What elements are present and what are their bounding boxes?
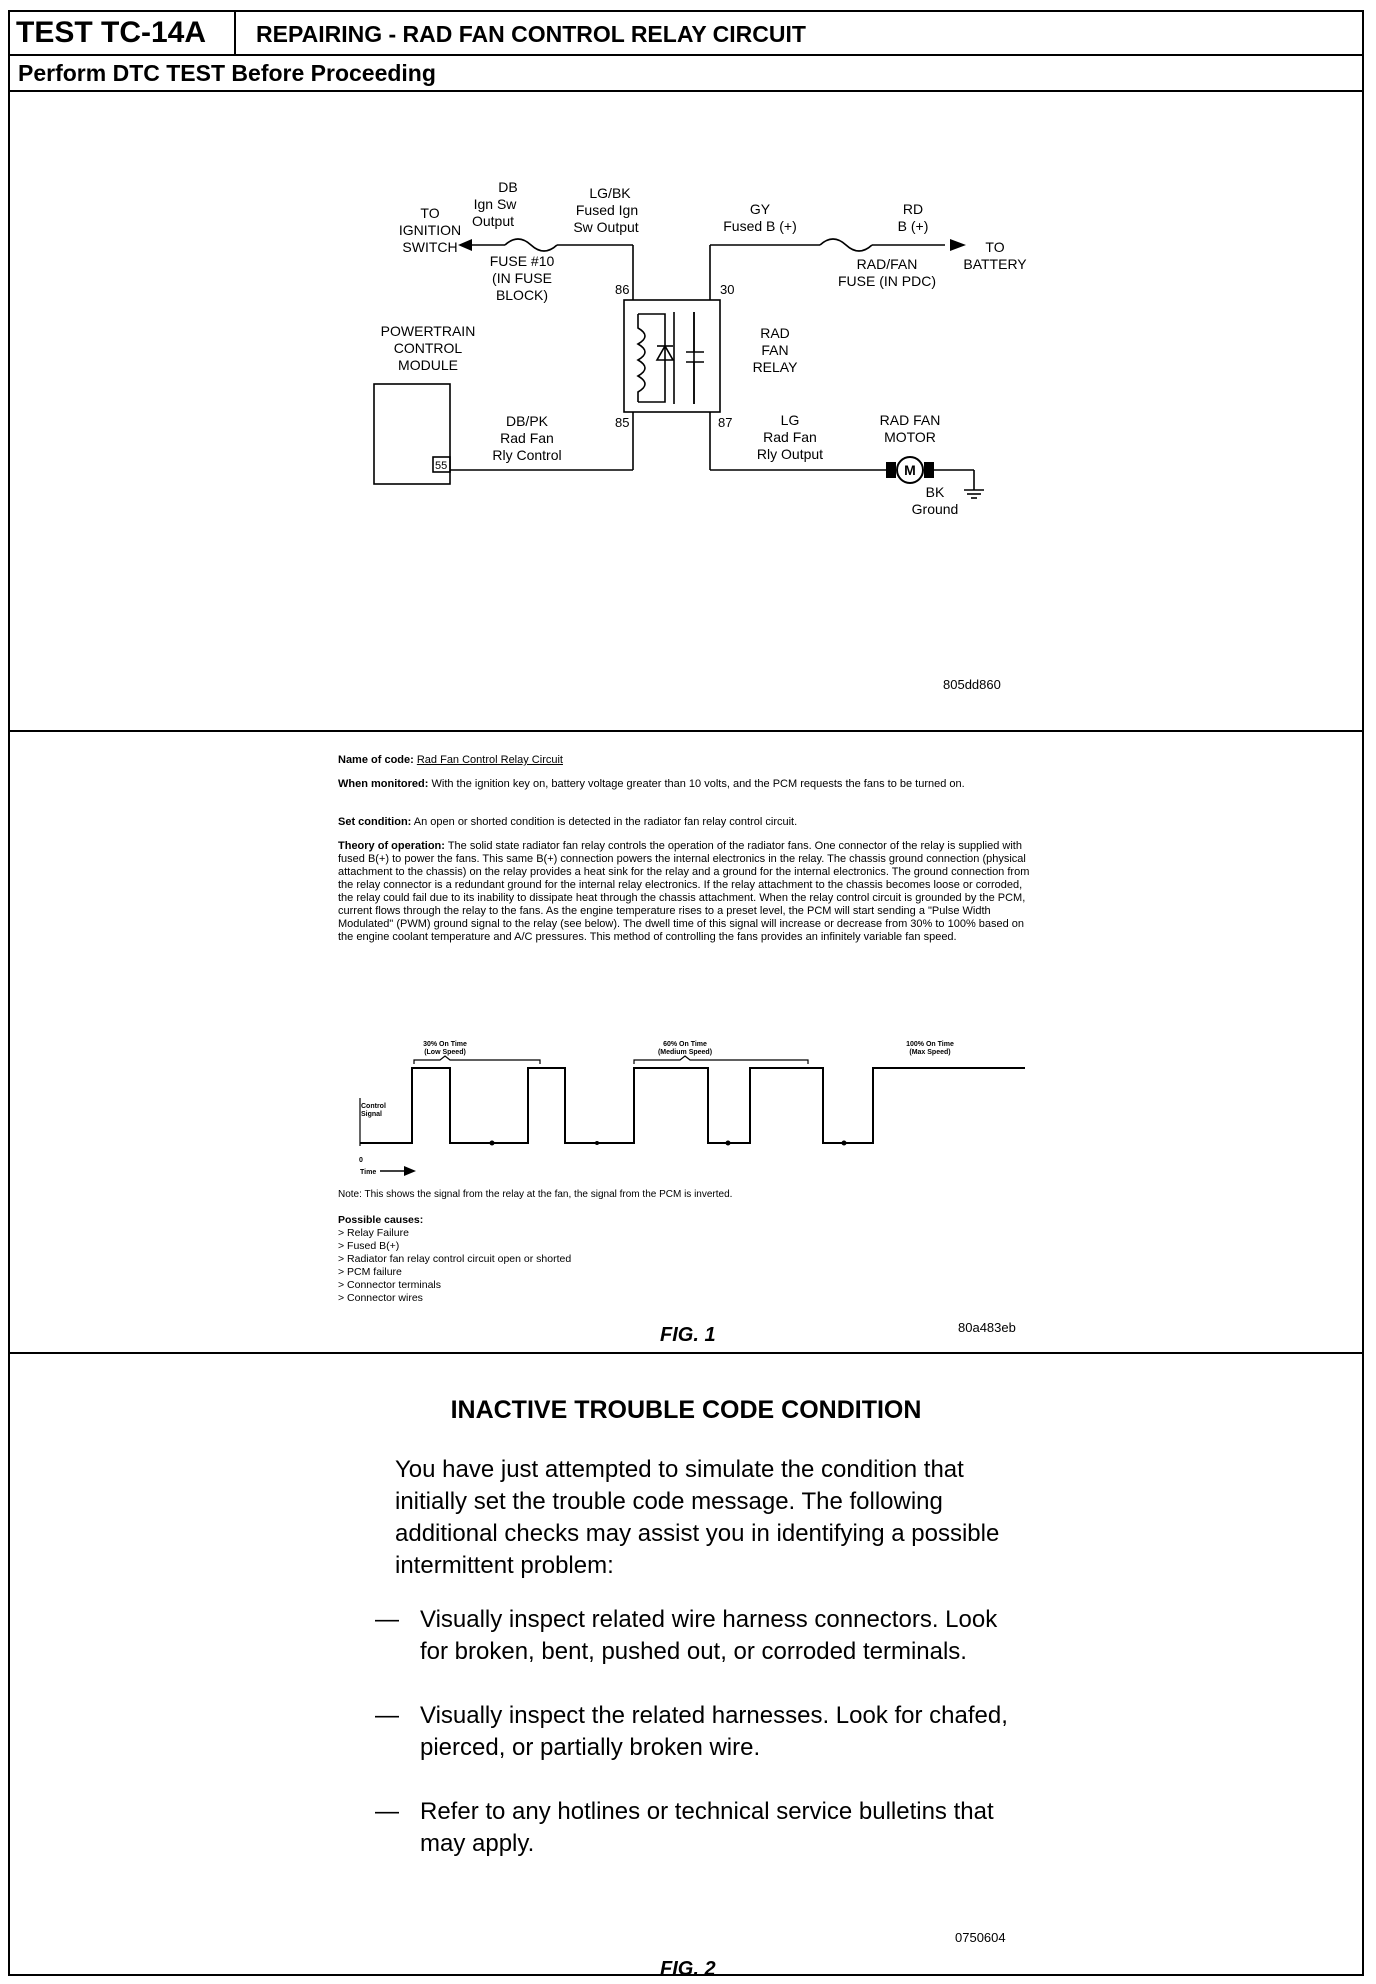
fig2-code: 0750604	[955, 1930, 1006, 1945]
pcm-label-3: MODULE	[398, 357, 458, 373]
code-info-section	[10, 732, 1362, 1354]
cause-item: > Connector wires	[338, 1292, 423, 1304]
to-battery-label-2: BATTERY	[963, 256, 1027, 272]
pwm-low-label-2: (Low Speed)	[424, 1049, 466, 1056]
monitored-text: With the ignition key on, battery voltage greater than 10 volts, and the PCM requests the fans to be turned on.	[431, 778, 965, 790]
theory-of-operation	[338, 840, 1038, 944]
cause-item: > Fused B(+)	[338, 1240, 400, 1252]
set-label: Set condition:	[338, 816, 412, 828]
time-arrow-icon	[404, 1166, 416, 1176]
causes-label: Possible causes:	[338, 1214, 424, 1226]
lgbk-wire-label-1: LG/BK	[589, 185, 631, 201]
lgbk-wire-label-3: Sw Output	[573, 219, 639, 235]
gy-wire-label-2: Fused B (+)	[723, 218, 797, 234]
time-tick-1	[490, 1141, 495, 1146]
motor-shaft-right	[924, 462, 934, 478]
relay-coil	[638, 314, 645, 402]
pwm-waveform	[360, 1068, 1025, 1143]
checklist-item	[375, 1796, 1015, 1860]
pcm-label-2: CONTROL	[393, 340, 463, 356]
ground-icon	[964, 490, 984, 498]
arrow-to-battery-icon	[950, 239, 966, 251]
pwm-max-label-1: 100% On Time	[906, 1041, 954, 1048]
fig1-code: 80a483eb	[958, 1320, 1016, 1335]
test-title: REPAIRING - RAD FAN CONTROL RELAY CIRCUIT	[256, 21, 806, 47]
checklist-item-text: Visually inspect the related harnesses. Look for chafed, pierced, or partially broken wire.	[420, 1702, 1008, 1761]
rd-wire-label-2: B (+)	[897, 218, 929, 234]
inactive-checklist	[375, 1604, 1015, 1892]
wiring-diagram-section	[10, 92, 1362, 732]
service-manual-page	[8, 10, 1364, 1980]
header-bar	[10, 12, 1362, 56]
pcm-pin-number: 55	[435, 460, 448, 472]
checklist-item-text: Visually inspect related wire harness connectors. Look for broken, bent, pushed out, or corroded terminals.	[420, 1606, 998, 1665]
inactive-condition-section	[10, 1354, 1362, 1980]
to-battery-label-1: TO	[985, 239, 1005, 255]
time-tick-2	[595, 1141, 599, 1145]
fuse10-label-3: BLOCK)	[495, 287, 549, 303]
db-wire-label-3: Output	[471, 213, 515, 229]
possible-causes	[338, 1214, 758, 1305]
pwm-signal-chart	[360, 1038, 1040, 1198]
pin-86: 86	[615, 282, 630, 297]
time-tick-3	[726, 1141, 731, 1146]
pin-85: 85	[615, 415, 630, 430]
diagram-code: 805dd860	[943, 677, 1001, 692]
db-wire-label-1: DB	[498, 179, 518, 195]
relay-label-3: RELAY	[752, 359, 798, 375]
radfan-fuse-label-1: RAD/FAN	[856, 256, 918, 272]
lg-wire-label-3: Rly Output	[756, 446, 824, 462]
subtitle: Perform DTC TEST Before Proceeding	[10, 54, 1362, 92]
name-value: Rad Fan Control Relay Circuit	[416, 754, 563, 766]
inactive-title: INACTIVE TROUBLE CODE CONDITION	[450, 1396, 922, 1424]
pwm-med-label-1: 60% On Time	[663, 1041, 707, 1048]
relay-label-2: FAN	[761, 342, 789, 358]
dbpk-wire-label-2: Rad Fan	[500, 430, 554, 446]
motor-label-1: RAD FAN	[879, 412, 941, 428]
pin-30: 30	[720, 282, 735, 297]
db-wire-label-2: Ign Sw	[473, 196, 517, 212]
to-ignition-label-1: TO	[420, 205, 440, 221]
cause-item: > Relay Failure	[338, 1227, 409, 1239]
theory-label: Theory of operation:	[338, 840, 445, 852]
lg-wire-label-1: LG	[780, 412, 800, 428]
bk-ground-label-2: Ground	[911, 501, 959, 517]
cause-item: > Connector terminals	[338, 1279, 442, 1291]
pwm-med-label-2: (Medium Speed)	[657, 1049, 713, 1056]
dbpk-wire-label-3: Rly Control	[492, 447, 562, 463]
checklist-item	[375, 1700, 1015, 1764]
time-tick-4	[842, 1141, 847, 1146]
dash-bullet-icon: —	[375, 1606, 399, 1633]
theory-text: The solid state radiator fan relay controls the operation of the radiator fans. One connector of the relay is supplied with fused B(+) to power the fans. This same B(+) connection powers the internal electronics in the relay. The chassis ground connection (physical attachment to the chassis) on the relay provides a heat sink for the relay and a ground for the internal electronics. The ground connection from the relay connector is a redundant ground for the internal relay electronics. If the relay attachment to the chassis becomes loose or corroded, the relay could fail due to its inability to dissipate heat through the chassis attachment. When the relay control circuit is grounded by the PCM, current flows through the relay to the fans. As the engine temperature rises to a preset level, the PCM will start sending a "Pulse Width Modulated" (PWM) ground signal to the relay (see below). The dwell time of this signal will increase or decrease from 30% to 100% based on the engine coolant temperature and A/C pressures. This method of controlling the fans provides an infinitely variable fan speed.	[338, 840, 1030, 943]
monitored-label: When monitored:	[338, 778, 429, 790]
dash-bullet-icon: —	[375, 1702, 399, 1729]
rd-wire-label-1: RD	[902, 201, 924, 217]
name-label: Name of code:	[338, 754, 414, 766]
to-ignition-label-3: SWITCH	[402, 239, 458, 255]
fuse10-label-1: FUSE #10	[489, 253, 555, 269]
bk-ground-label-1: BK	[925, 484, 945, 500]
dash-bullet-icon: —	[375, 1798, 399, 1825]
lg-wire-label-2: Rad Fan	[763, 429, 817, 445]
when-monitored	[338, 778, 1038, 791]
pcm-label-1: POWERTRAIN	[380, 323, 476, 339]
motor-shaft-left	[886, 462, 896, 478]
brace-low	[414, 1056, 540, 1064]
cause-item: > Radiator fan relay control circuit open or shorted	[338, 1253, 572, 1265]
set-text: An open or shorted condition is detected in the radiator fan relay control circuit.	[413, 816, 798, 828]
inactive-intro: You have just attempted to simulate the condition that initially set the trouble code message. The following additional checks may assist you in identifying a possible intermittent problem:	[395, 1456, 1000, 1579]
set-condition	[338, 816, 1038, 829]
test-id: TEST TC-14A	[10, 12, 236, 54]
radfan-fuse-symbol	[820, 239, 872, 251]
control-signal-label-1: Control	[361, 1103, 386, 1110]
radfan-fuse-label-2: FUSE (IN PDC)	[838, 273, 936, 289]
to-ignition-label-2: IGNITION	[398, 222, 462, 238]
dbpk-wire-label-1: DB/PK	[505, 413, 549, 429]
pwm-low-label-1: 30% On Time	[423, 1041, 467, 1048]
brace-med	[634, 1056, 808, 1064]
checklist-item	[375, 1604, 1015, 1668]
fuse10-label-2: (IN FUSE	[492, 270, 552, 286]
motor-symbol: M	[904, 462, 916, 478]
arrow-to-ignition-icon	[458, 239, 472, 251]
relay-label-1: RAD	[760, 325, 790, 341]
pin-87: 87	[718, 415, 733, 430]
lgbk-wire-label-2: Fused Ign	[575, 202, 639, 218]
pwm-max-label-2: (Max Speed)	[909, 1049, 951, 1056]
pwm-note: Note: This shows the signal from the relay at the fan, the signal from the PCM is inverted.	[338, 1189, 733, 1200]
time-zero-label: 0	[359, 1157, 363, 1164]
name-of-code	[338, 754, 1038, 767]
wiring-diagram	[10, 92, 1362, 730]
fuse10-symbol	[505, 239, 557, 251]
fig2-caption: FIG. 2	[660, 1958, 716, 1980]
checklist-item-text: Refer to any hotlines or technical service bulletins that may apply.	[420, 1798, 994, 1857]
control-signal-label-2: Signal	[361, 1111, 383, 1118]
gy-wire-label-1: GY	[749, 201, 771, 217]
cause-item: > PCM failure	[338, 1266, 402, 1278]
fig1-caption: FIG. 1	[660, 1324, 716, 1346]
time-label: Time	[360, 1169, 377, 1176]
motor-label-2: MOTOR	[884, 429, 936, 445]
